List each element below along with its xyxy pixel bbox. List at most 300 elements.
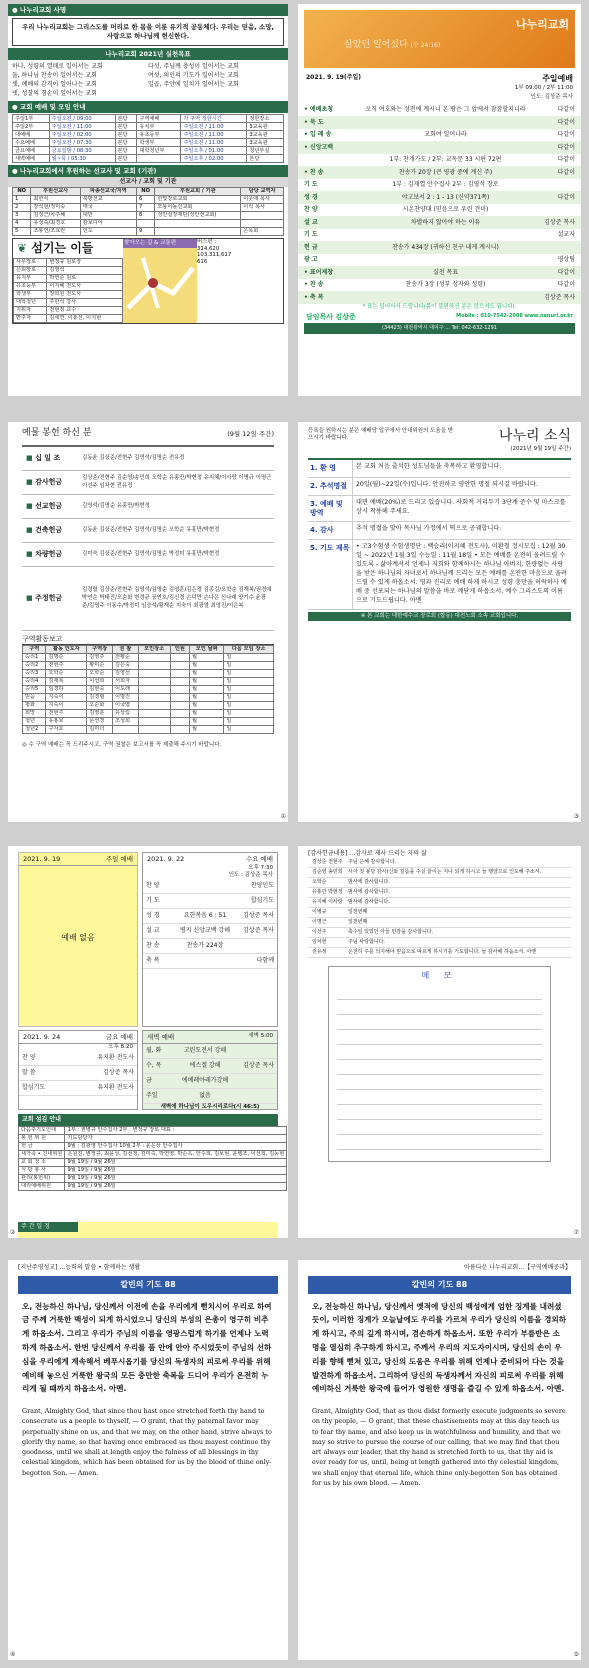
table-cell: 9월 19일 / 9월 26일	[65, 1174, 287, 1182]
table-cell: 오학순	[87, 670, 113, 678]
table-cell: 문선경	[87, 718, 113, 726]
table-row	[14, 290, 123, 298]
order-item: 헌 금 찬송가 434장 (귀하신 친구 내게 계시니)	[298, 241, 581, 254]
table-cell: 캄보디아	[80, 219, 136, 227]
table-row	[13, 211, 284, 219]
service-row: 말 씀 김상준 목사	[19, 1066, 137, 1081]
table-cell: 전황순	[112, 654, 138, 662]
address-bar: (34423) 대전광역시 대덕구 ... Tel: 042-632-1291	[304, 323, 575, 333]
column-header: NO	[13, 187, 31, 195]
page-number: ⑤	[573, 1650, 579, 1658]
table-cell: 황미순	[87, 662, 113, 670]
order-item: 기 도 1부 : 김재열 안수집사 2부 : 김영석 장로	[304, 181, 499, 189]
table-row	[14, 274, 123, 282]
table-cell	[241, 211, 284, 219]
table-cell: 9	[136, 227, 154, 235]
table-cell: 구역예배	[137, 115, 181, 123]
table-cell: 대학청년부	[137, 147, 181, 155]
page-weekly-services	[8, 846, 288, 1238]
order-of-worship	[298, 104, 581, 304]
memo-box[interactable]: 메 모	[328, 966, 551, 1162]
table-cell: 본당	[115, 115, 137, 123]
table-cell: 김영석	[47, 266, 123, 274]
table-cell	[138, 710, 170, 718]
table-cell: 전현주	[46, 662, 87, 670]
table-row	[13, 227, 284, 235]
table-cell	[170, 678, 189, 686]
table-cell: 금요일밤 / 08:30	[49, 147, 115, 155]
table-row	[23, 726, 274, 734]
table-cell: 김영주	[87, 654, 113, 662]
thanks-row: 이명근 일천번째	[308, 918, 571, 928]
column-header: 구역장	[87, 646, 113, 654]
table-cell: 모퉁이돌선교회	[155, 203, 241, 211]
offering-row: ■ 건축헌금 김동윤 김상준/전현주 김영석/김명순 오학순 유홍만/박현정	[22, 519, 274, 543]
table-row	[23, 710, 274, 718]
table-cell: 학생부	[137, 139, 181, 147]
table-row	[23, 654, 274, 662]
offering-date: (9월 12일 주간)	[227, 430, 274, 438]
thanks-row: 유지혜 이사랑 범사에 감사합니다.	[308, 898, 571, 908]
page-church-info	[8, 4, 288, 396]
page-number: ⑦	[573, 1228, 579, 1236]
table-row	[19, 1142, 287, 1150]
table-cell	[170, 710, 189, 718]
column-header: 권 찰	[112, 646, 138, 654]
table-cell	[137, 155, 181, 163]
table-cell: 장석현/정미숙	[31, 203, 80, 211]
table-cell: 일	[224, 710, 274, 718]
table-cell: 주일오전 / 09:00	[49, 115, 115, 123]
table-cell: 이석 목사	[241, 203, 284, 211]
denomination-banner: ※ 본 교회는 대한예수교 장로회 (합동) 대전노회 소속 교회입니다.	[308, 612, 571, 621]
table-row	[23, 662, 274, 670]
table-cell: 본당	[115, 131, 137, 139]
table-row	[13, 147, 284, 155]
news-item: 4. 감사 추석 명절을 맞아 목사님 가정에서 떡으로 공궤합니다.	[308, 522, 571, 540]
table-cell: 김명순	[46, 654, 87, 662]
order-item: • 입 례 송 교회여 일어나라 다같이	[304, 131, 575, 139]
prayer-title: 칼빈의 기도 88	[18, 1276, 278, 1294]
table-row	[14, 266, 123, 274]
service-row: 설 교 병지 신앙교백 강해 김상준 목사	[143, 924, 277, 939]
table-cell: 이선희	[87, 678, 113, 686]
table-cell: 반주자	[14, 314, 47, 322]
news-title: 나누리 소식	[498, 428, 571, 444]
table-cell: 김은숙	[112, 662, 138, 670]
table-cell: 이명진	[112, 694, 138, 702]
table-cell	[170, 670, 189, 678]
table-cell: 조봉연/조효란	[31, 227, 80, 235]
table-row	[19, 1174, 287, 1182]
table-cell: 이웃애 목사	[241, 195, 284, 203]
missionary-heading: ● 나누리교회에서 후원하는 선교사 및 교회 (기관)	[8, 165, 288, 177]
table-row	[23, 686, 274, 694]
table-cell: 은원진, 변정규, 최윤성, 김선정, 김미숙, 박연영, 박순옥, 안수희, 김보현, 윤병조, 이선희, 김동현	[65, 1150, 287, 1158]
table-cell: 본당	[115, 147, 137, 155]
table-cell: 월	[189, 654, 223, 662]
map-area	[123, 239, 197, 323]
table-cell: 월	[189, 670, 223, 678]
table-cell: 식 당 봉 사	[19, 1166, 65, 1174]
table-cell: 4	[13, 219, 31, 227]
table-cell: 변정규 원로장	[47, 258, 123, 266]
table-cell: 5	[13, 227, 31, 235]
table-cell: 오순화	[87, 702, 113, 710]
column-header: 후원교회 / 기관	[155, 187, 241, 195]
service-row: 찬 송 찬송가 224장	[143, 939, 277, 954]
table-cell: 월	[189, 726, 223, 734]
table-cell: 사무장로	[14, 258, 47, 266]
offering-row: ■ 선교헌금 김영석/김명순 유홍만/박현정	[22, 495, 274, 519]
table-cell: 주일오전 / 11:00	[49, 123, 115, 131]
table-cell: 평화	[23, 702, 46, 710]
table-cell: 조성희	[112, 718, 138, 726]
table-row	[13, 219, 284, 227]
table-cell: 새가족 • 친내위원	[19, 1150, 65, 1158]
table-row	[23, 702, 274, 710]
table-cell	[138, 718, 170, 726]
mission-heading: ● 나누리교회 사명	[8, 4, 288, 16]
table-cell: 본당	[115, 139, 137, 147]
table-cell	[155, 227, 241, 235]
news-item: 5. 기도 제목 • 고3수험생 수험생명단 : 백승리(이지혜 전도사), 이환철 정시모집 : 12월 30일 ~ 2022년 1월 3일 수능일 : 11월 18일 • 모든 예배를 온전히 올려드릴 수 있도록 - 삶아계셔서 언제나 저희와 함께하시는 하나님 아버지, 한량없는 사랑을 받은 하나님의 자녀로서 하나님께 드리는 모든 예배를 온전한 마음으로 올려드릴 수 있게 하옵소서. 영과 진리로 예배 하게 하시고 성령 충만을 허락하사 예배 중 선포되는 하나님의 말씀을 바로 깨닫게 하옵소서. 예수 그리스도의 이름으로 기도드립니다. 아멘	[308, 540, 571, 610]
table-cell: 일	[224, 670, 274, 678]
table-cell: 주일오전 / 02:00	[49, 131, 115, 139]
column-header: 인원	[170, 646, 189, 654]
standing-note: * 표는 일어서서 드립니다(몸이 불편하신 분은 앉으셔도 됩니다).	[362, 303, 517, 310]
service-date: 2021. 9. 19(주일)	[306, 74, 362, 81]
page-number: ①	[280, 812, 286, 820]
map-heading: 찾아오는 길 & 교통편	[123, 239, 197, 248]
page-news	[298, 422, 581, 822]
table-cell: 본당	[247, 155, 284, 163]
table-row	[14, 282, 123, 290]
table-cell: 2	[13, 203, 31, 211]
table-cell: 승리5	[23, 686, 46, 694]
table-cell: 월	[189, 710, 223, 718]
table-cell: 본당	[115, 123, 137, 131]
table-cell: 다음주기도인대	[19, 1126, 65, 1134]
order-item: 기 도 설교자	[304, 231, 575, 239]
table-cell: 봉 헌 위 원	[19, 1134, 65, 1142]
table-cell: 대리예배위원	[19, 1182, 65, 1190]
mission-text: 우리 나누리교회는 그리스도를 머리로 한 몸을 이룬 유기적 공동체다. 우리는 믿음, 소망, 사랑으로 하나님께 헌신한다.	[12, 18, 284, 46]
leaf-icon: ❦	[17, 240, 28, 255]
table-cell: 대예배	[13, 131, 50, 139]
pastor-name: 담임목사 김상준	[306, 312, 356, 321]
table-cell: 9월 : 김광영 안수집사 10월 2부 : 윤은상 안수집사	[65, 1142, 287, 1150]
table-cell: 일	[224, 678, 274, 686]
table-cell: 김영선	[112, 670, 138, 678]
table-cell: 정한장소	[247, 115, 284, 123]
table-cell: 관리(봉헌위)	[19, 1174, 65, 1182]
table-row	[19, 1166, 287, 1174]
prayer-title: 칼빈의 기도 88	[308, 1276, 571, 1294]
table-cell: 3	[13, 211, 31, 219]
service-row: 합심기도 유지환 전도사	[19, 1081, 137, 1096]
table-cell: 대학청년	[14, 298, 47, 306]
table-cell: 주한석 강사	[47, 298, 123, 306]
page-thanks-memo	[298, 846, 581, 1238]
table-row	[23, 670, 274, 678]
offering-row: ■ 차량헌금 김미숙 김상준/전현주 김영석/김명순 박정미 유홍만/박현정	[22, 543, 274, 567]
page-prayer-right	[298, 1260, 581, 1660]
table-cell	[138, 726, 170, 734]
table-cell: 8	[136, 211, 154, 219]
prayer-korean: 오, 전능하신 하나님, 당신께서 옛적에 당신의 백성에게 엄한 징계를 내려셨듯이, 이러한 징계가 오늘날에도 우리를 가르쳐 우리가 당신의 이름을 경외하게 하시고, 주의 깊게 하시며, 겸손하게 하옵소서. 또한 우리가 부름받은 소명을 열심히 추구하게 하시고, 주께서 우리의 지도자이시며, 당신의 손이 우리를 향해 뻗쳐 있고, 당신의 도움은 우리를 위해 언제나 준비되어 다는 것을 발견하게 하옵소서. 그리하여 당신의 독생자께서 자신의 피로써 우리를 위해 예비하신 거룩한 왕국에 들어가 영원한 생명을 즐길 수 있게 하옵소서. 아멘.	[312, 1301, 567, 1394]
table-cell: 인도	[80, 227, 136, 235]
table-cell: 학생부	[14, 290, 47, 298]
table-cell: 유상림	[112, 710, 138, 718]
table-cell: 각 구역 정한시간	[181, 115, 247, 123]
table-cell: 승리1	[23, 654, 46, 662]
news-item: 2. 추석명절 20일(월)~22일(수)입니다. 안전하고 평안한 명절 되시길 바랍니다.	[308, 478, 571, 496]
bus-info: 버스편 : 314,620 103,311,617 616	[197, 238, 232, 266]
staff-heading: ❦ 섬기는 이들	[17, 240, 94, 255]
table-cell	[170, 654, 189, 662]
table-cell	[241, 219, 284, 227]
news-item: 1. 환 영 본 교회 처음 출석한 성도님들을 축복하고 환영합니다.	[308, 460, 571, 478]
table-row	[13, 115, 284, 123]
table-cell	[138, 654, 170, 662]
sunday-box: 2021. 9. 19 주일 예배 예배 없음	[18, 852, 138, 1027]
table-cell: 청년2	[23, 726, 46, 734]
table-cell: 주일오전 / 07:30	[49, 139, 115, 147]
column-header: NO	[136, 187, 154, 195]
table-cell: 유초등부	[14, 282, 47, 290]
table-cell: 3교육관	[247, 131, 284, 139]
thanks-row: 임차현 주님 사랑합니다.	[308, 938, 571, 948]
dawn-box: 새벽 예배 새벽 5:00 월, 화 고린도전서 강해 수, 목 에스겔 강해 김상준 목사 금 에베레아레가강해 주일 없음 새벽에 하나님이 도우시리로다(시 46:5)	[142, 1030, 278, 1110]
prayer-header: [지난주영성교] …능력의 말씀 • 함께하는 생활	[18, 1264, 141, 1271]
table-cell: 이국엽	[112, 702, 138, 710]
order-item: • 찬 송 찬송가 20장 (큰 영광 중에 계신 주) 다같이	[298, 166, 581, 179]
table-row	[13, 203, 284, 211]
schedule-table	[12, 114, 284, 163]
table-cell: 김성근/차주혜	[31, 211, 80, 219]
table-cell: 9월 19일 / 9월 26일	[65, 1182, 287, 1190]
table-cell: 주일1부	[13, 115, 50, 123]
map-icon	[123, 248, 197, 318]
table-cell: 김현숙	[87, 686, 113, 694]
column-header: 담당 교역자	[241, 187, 284, 195]
motto: 살았던 일어섰다 (수 24:16)	[344, 40, 441, 50]
table-cell: 이도래	[112, 686, 138, 694]
table-cell: 믿음	[23, 694, 46, 702]
goals-right: 다섯, 주님께 충성이 일어서는 교회 여섯, 의인의 기도가 일어서는 교회 일곱, 주안에 일치가 일어서는 교회	[148, 63, 239, 88]
table-cell: 일	[224, 662, 274, 670]
table-cell	[170, 662, 189, 670]
table-cell: 장희원 전도사	[47, 290, 123, 298]
table-cell: 새벽예배	[13, 155, 50, 163]
goals-heading: 나누리교회 2021년 실천목표	[8, 48, 288, 60]
table-cell: 9월 19일 / 9월 26일	[65, 1166, 287, 1174]
table-row	[13, 131, 284, 139]
table-cell: 헌 금	[19, 1142, 65, 1150]
prayer-english: Grant, Almighty God, that since thou hast once stretched forth thy hand to consecrate us a people to thyself, — O grant, that thy paternal favor may perpetually shine on us, and that we may, on the other hand, strive always to glorify thy name, so that having once embraced us thou mayest continue thy goodness, until we shall at length enjoy the fulness of all blessings in thy celestial kingdom, which has been obtained for us by the blood of thine only-begotten Son. — Amen.	[22, 1407, 272, 1477]
order-item: 1부: 찬개가도 / 2부: 교독문 33 시편 72편 다같이	[389, 156, 575, 164]
wednesday-box: 2021. 9. 22 수요 예배 오후 7:30 인도 : 김상준 목사 찬 양 찬양인도 기 도 합심기도 성 경 요한복음 6 : 51 김상준 목사 설 교 병지 신앙교백 강해 김상준 목사 찬 송 찬송가 224장 축 복 다함께	[142, 852, 278, 1027]
page-number: ②	[10, 1228, 16, 1236]
table-cell: 월	[189, 678, 223, 686]
table-cell: 최한식	[31, 195, 80, 203]
table-cell: 성안실장재단(성안선교회)	[155, 211, 241, 219]
order-item: • 예배초청 오직 여호와는 성전에 계시니 온 땅은 그 앞에서 잠잠할지니라 다같이	[304, 106, 575, 114]
table-cell: 주일오전 / 11:00	[181, 131, 247, 139]
table-cell: 9월 19일 / 9월 26일	[65, 1158, 287, 1166]
table-cell: 월~목 / 05:30	[49, 155, 115, 163]
table-row	[13, 139, 284, 147]
friday-box: 2021. 9. 24 금요 예배 오후 8:20 찬 양 유지환 전도사 말 씀 김상준 목사 합심기도 유지환 전도사	[18, 1030, 138, 1110]
goals	[8, 60, 288, 101]
order-item: 찬 양 시온찬양대 (믿음으로 우린 견뎌)	[304, 206, 489, 214]
area-report	[22, 635, 274, 734]
table-row	[23, 678, 274, 686]
page-prayer-left	[8, 1260, 288, 1660]
column-header: 구역	[23, 646, 46, 654]
no-service: 예배 없음	[61, 933, 95, 942]
table-cell: 월	[189, 718, 223, 726]
table-cell: 6	[136, 195, 154, 203]
table-cell: 구자호	[46, 726, 87, 734]
table-row	[19, 1126, 287, 1134]
table-cell: 일	[224, 702, 274, 710]
order-item: • 표어제창 실천 목표 다같이	[298, 266, 581, 279]
page-number: ③	[573, 812, 579, 820]
prayer-header: 아름다운 나누리교회…【구역예배공과】	[464, 1264, 571, 1271]
table-row	[23, 718, 274, 726]
table-cell: 한빛장로교회	[155, 195, 241, 203]
order-item: 설 교 차별하지 않아야 하는 이유 김상준 목사	[298, 216, 581, 229]
thanks-title: [감사헌금내용] …감사로 제사 드리는 자의 삶	[308, 850, 427, 857]
service-title: 주일예배	[542, 74, 573, 83]
contact: Mobile : 010-7542-2006 www.nanuri.or.kr	[456, 312, 573, 319]
table-row	[13, 195, 284, 203]
table-cell: 일	[224, 694, 274, 702]
page-number: ④	[10, 1650, 16, 1658]
thanks-list	[308, 850, 571, 958]
table-row	[14, 258, 123, 266]
table-cell: 1부 : 권병규 안수집사 2부 : 변정규 장로 대표 :	[65, 1126, 287, 1134]
table-cell: 유초등부	[137, 131, 181, 139]
staff-map-box	[12, 238, 284, 324]
column-header: 활동 인도자	[46, 646, 87, 654]
table-cell: 김경렬	[87, 694, 113, 702]
table-cell	[138, 678, 170, 686]
table-cell: 주일오후 / 01:00	[181, 147, 247, 155]
table-cell	[138, 670, 170, 678]
register-note: 등록을 원하시는 분은 예배당 입구에서 안내위원의 도움을 받으시기 바랍니다.	[308, 428, 454, 441]
table-cell: 유지부	[14, 274, 47, 282]
table-row	[19, 1158, 287, 1166]
table-cell	[112, 726, 138, 734]
thanks-row: 오학순 범사에 감사합니다.	[308, 878, 571, 888]
thanks-row: 김상준 전현주 주님 은혜 감사합니다.	[308, 858, 571, 868]
serving-info: 교회 섬김 안내 다음주기도인대 1부 : 권병규 안수집사 2부 : 변정규 장로 대표 : 봉 헌 위 원 기도담당자 헌 금 9월 : 김광영 안수집사 10월 2부 : 윤은상 안수집사 새가족 • 친내위원 은원진, 변정규, 최윤성, 김선정, 김미숙, 박연영, 박순옥, 안수희, 김보현, 윤병조, 이선희, 김동현 교 회 청 소 9월 19일 / 9월 26일 식 당 봉 사 9월 19일 / 9월 26일 관리(봉헌위) 9월 19일 / 9월 26일 대리예배위원 9월 19일 / 9월 26일	[18, 1114, 278, 1191]
table-cell	[136, 219, 154, 227]
table-cell: 서희자	[112, 678, 138, 686]
table-cell: 월	[189, 694, 223, 702]
area-footnote: ◎ 수 구역 예배는 꼭 드리주시고, 구역 권찰은 보고서를 꼭 제출해 주시기 바랍니다.	[22, 742, 222, 748]
missionary-table	[12, 187, 284, 236]
column-header: 모인 날짜	[189, 646, 223, 654]
area-report-title: 구역활동보고	[22, 635, 274, 645]
table-cell: 지휘자	[14, 306, 47, 314]
table-cell: 전현정 교수	[47, 306, 123, 314]
column-header: 모인장소	[138, 646, 170, 654]
service-row: 축 복 다함께	[143, 954, 277, 969]
table-cell: 김재복	[46, 678, 87, 686]
schedule-heading: ● 교회 예배 및 모임 안내	[8, 101, 288, 113]
table-cell: 월	[189, 662, 223, 670]
table-cell: 일	[224, 654, 274, 662]
table-cell: 주일오후 / 02:00	[181, 155, 247, 163]
thanks-row: 김순영 송민희 시아 첫 봉당 감사(신와 길뜸을 주실 끝이는 지나 되게 하시고 늘 행양으로 인도해 주소서.	[308, 868, 571, 878]
table-cell: 승리2	[23, 662, 46, 670]
page-offerings	[8, 422, 288, 822]
order-item: • 묵 도 다같이	[298, 116, 581, 129]
table-row	[14, 306, 123, 314]
order-item: 광 고 영상팀	[304, 256, 575, 264]
table-cell: 금요예배	[13, 147, 50, 155]
thanks-row: 이병규 일천번째	[308, 908, 571, 918]
table-row	[19, 1150, 287, 1158]
table-cell	[170, 694, 189, 702]
table-row	[14, 314, 123, 322]
table-cell: 교 회 청 소	[19, 1158, 65, 1166]
service-row: 수, 목 에스겔 강해 김상준 목사	[143, 1059, 277, 1074]
table-cell	[155, 219, 241, 227]
missionary-subheading: 선교사 / 교회 및 기관	[8, 177, 288, 187]
goals-left: 하나, 성령의 열매로 일어서는 교회 둘, 하나님 찬송이 일어서는 교회 셋, 예배의 감격이 일어나는 교회 넷, 성찰의 겸손이 일어서는 교회	[12, 63, 103, 97]
autumn-banner	[304, 10, 575, 68]
church-name: 나누리교회	[515, 18, 569, 31]
table-cell: 일	[224, 686, 274, 694]
service-row: 주일 없음	[143, 1089, 277, 1104]
page-sunday-order	[298, 4, 581, 396]
table-cell: 유홍보	[46, 718, 87, 726]
table-cell	[138, 686, 170, 694]
table-cell: 김영훈	[87, 710, 113, 718]
offering-row: ■ 감사헌금 김상준/전현주 김순영/송민희 오학순 유홍만/박현정 유지혜/이사랑 이병규 이명근 이선주 임차현 전유정	[22, 471, 274, 495]
service-row: 기 도 합심기도	[143, 894, 277, 909]
table-cell: 임경하	[46, 686, 87, 694]
table-cell	[138, 694, 170, 702]
table-cell: 청년부실	[247, 147, 284, 155]
news-date: (2021년 9월 19일 주간)	[510, 445, 571, 452]
table-cell: 은퇴장로	[14, 266, 47, 274]
table-cell: 지숙이	[46, 694, 87, 702]
order-item: • 찬 송 찬송가 3장 (성부 성자와 성령) 다같이	[304, 281, 575, 289]
offering-row: ■ 십 일 조 김동윤 김상준/전현주 김영석/김명순 전유정	[22, 447, 274, 471]
table-cell: 수요예배	[13, 139, 50, 147]
column-header: 후원선교사	[31, 187, 80, 195]
news-list	[308, 458, 571, 610]
table-cell: 3교육관	[247, 139, 284, 147]
table-cell: 유치부	[137, 123, 181, 131]
table-cell	[170, 702, 189, 710]
news-item: 3. 예배 및 방역 대면 예배(20%)로 드리고 있습니다. 사회적 거리두기 3단계 준수 및 마스크를 상시 착용해 주세요.	[308, 496, 571, 523]
table-row	[13, 123, 284, 131]
table-cell: 희망	[23, 710, 46, 718]
prayer-english: Grant, Almighty God, that as thou didst formerly execute judgments so severe on thy people, — O grant, that these chastisements may at this day teach us to fear thy name, and also keep us in watchfulness and humility, and that we may so strive to pursue the course of our calling, that we may find that thou art always our leader, that thy hand is stretched forth to us, that thy aid is ever ready for us, until, being at length gathered into thy celestial kingdom, we shall enjoy that eternal life, which thine only-begotten Son has obtained for us by his own blood. — Amen.	[312, 1407, 566, 1487]
staff-list	[13, 239, 123, 323]
column-header: 다음 모임 장소	[224, 646, 274, 654]
table-cell: 전현주	[46, 710, 87, 718]
table-row	[14, 298, 123, 306]
table-row	[19, 1182, 287, 1190]
